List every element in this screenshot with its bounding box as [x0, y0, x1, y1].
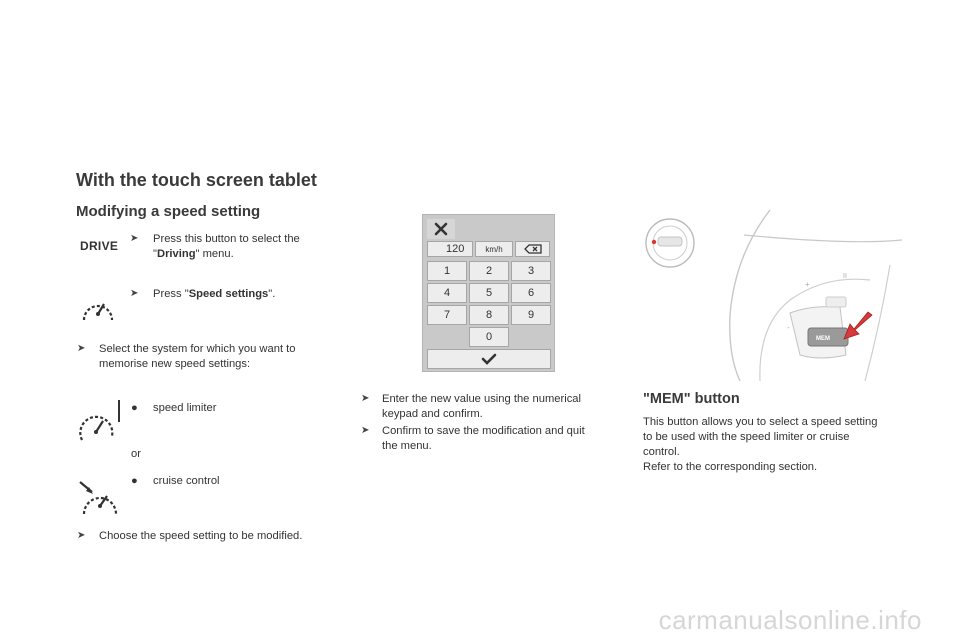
arrow-bullet-icon: ➤	[130, 233, 139, 244]
page-heading: With the touch screen tablet	[76, 170, 317, 190]
mid-step1-line2: keypad and confirm.	[382, 408, 483, 420]
step-confirm-save	[382, 424, 622, 454]
key-9[interactable]: 9	[511, 305, 551, 325]
mid-step2-line1: Confirm to save the modification and quit	[382, 425, 585, 437]
step1-bold: Driving	[156, 248, 196, 260]
key-8[interactable]: 8	[469, 305, 509, 325]
mem-line1: This button allows you to select a speed setting	[643, 416, 878, 428]
step-enter-value	[382, 392, 622, 422]
option-cruise-control: cruise control	[153, 475, 220, 487]
bullet-dot: ●	[131, 402, 138, 414]
key-0[interactable]: 0	[469, 327, 509, 347]
arrow-bullet-icon: ➤	[77, 343, 86, 354]
svg-text:-: -	[787, 323, 790, 332]
mem-line3: control.	[643, 446, 680, 458]
step2-text-pre: Press "	[153, 288, 189, 300]
checkmark-icon[interactable]	[427, 349, 551, 369]
watermark: carmanualsonline.info	[658, 605, 922, 635]
steering-wheel-illustration	[640, 205, 905, 381]
step2-text-post: ".	[268, 288, 276, 300]
value-display: 120	[427, 241, 473, 257]
step-select-system	[99, 342, 339, 372]
arrow-bullet-icon: ➤	[361, 425, 370, 436]
option-speed-limiter: speed limiter	[153, 402, 217, 414]
step3-line1: Select the system for which you want to	[99, 343, 296, 355]
mem-section-title: "MEM" button	[643, 391, 740, 407]
backspace-icon[interactable]	[515, 241, 550, 257]
arrow-bullet-icon: ➤	[130, 288, 139, 299]
drive-button-label: DRIVE	[80, 239, 119, 253]
arrow-bullet-icon: ➤	[77, 530, 86, 541]
key-2[interactable]: 2	[469, 261, 509, 281]
step-speed-settings	[153, 287, 333, 302]
step3-line2: memorise new speed settings:	[99, 358, 251, 370]
cruise-control-icon	[76, 478, 122, 518]
mem-line4: Refer to the corresponding section.	[643, 461, 818, 473]
key-5[interactable]: 5	[469, 283, 509, 303]
speedometer-icon	[80, 292, 116, 326]
mid-step1-line1: Enter the new value using the numerical	[382, 393, 582, 405]
step-choose-setting: Choose the speed setting to be modified.	[99, 530, 303, 542]
step2-bold: Speed settings	[188, 288, 269, 300]
mid-step2-line2: the menu.	[382, 440, 432, 452]
key-3[interactable]: 3	[511, 261, 551, 281]
section-heading: Modifying a speed setting	[76, 203, 261, 220]
mem-button-label: MEM	[816, 336, 830, 342]
key-7[interactable]: 7	[427, 305, 467, 325]
arrow-bullet-icon: ➤	[361, 393, 370, 404]
key-1[interactable]: 1	[427, 261, 467, 281]
unit-label: km/h	[475, 241, 513, 257]
key-4[interactable]: 4	[427, 283, 467, 303]
mem-description	[643, 415, 913, 475]
speed-limiter-icon	[76, 396, 124, 446]
step-select-driving	[153, 232, 333, 262]
svg-text:+: +	[805, 280, 810, 289]
close-icon[interactable]	[427, 219, 455, 239]
step1-text-post: " menu.	[195, 248, 234, 260]
svg-text:II: II	[843, 273, 847, 280]
step1-text-pre: Press this button to select the "	[153, 233, 300, 260]
key-6[interactable]: 6	[511, 283, 551, 303]
bullet-dot: ●	[131, 475, 138, 487]
mem-line2: to be used with the speed limiter or cruise	[643, 431, 850, 443]
or-text: or	[131, 448, 141, 460]
keypad-screen	[422, 214, 555, 372]
